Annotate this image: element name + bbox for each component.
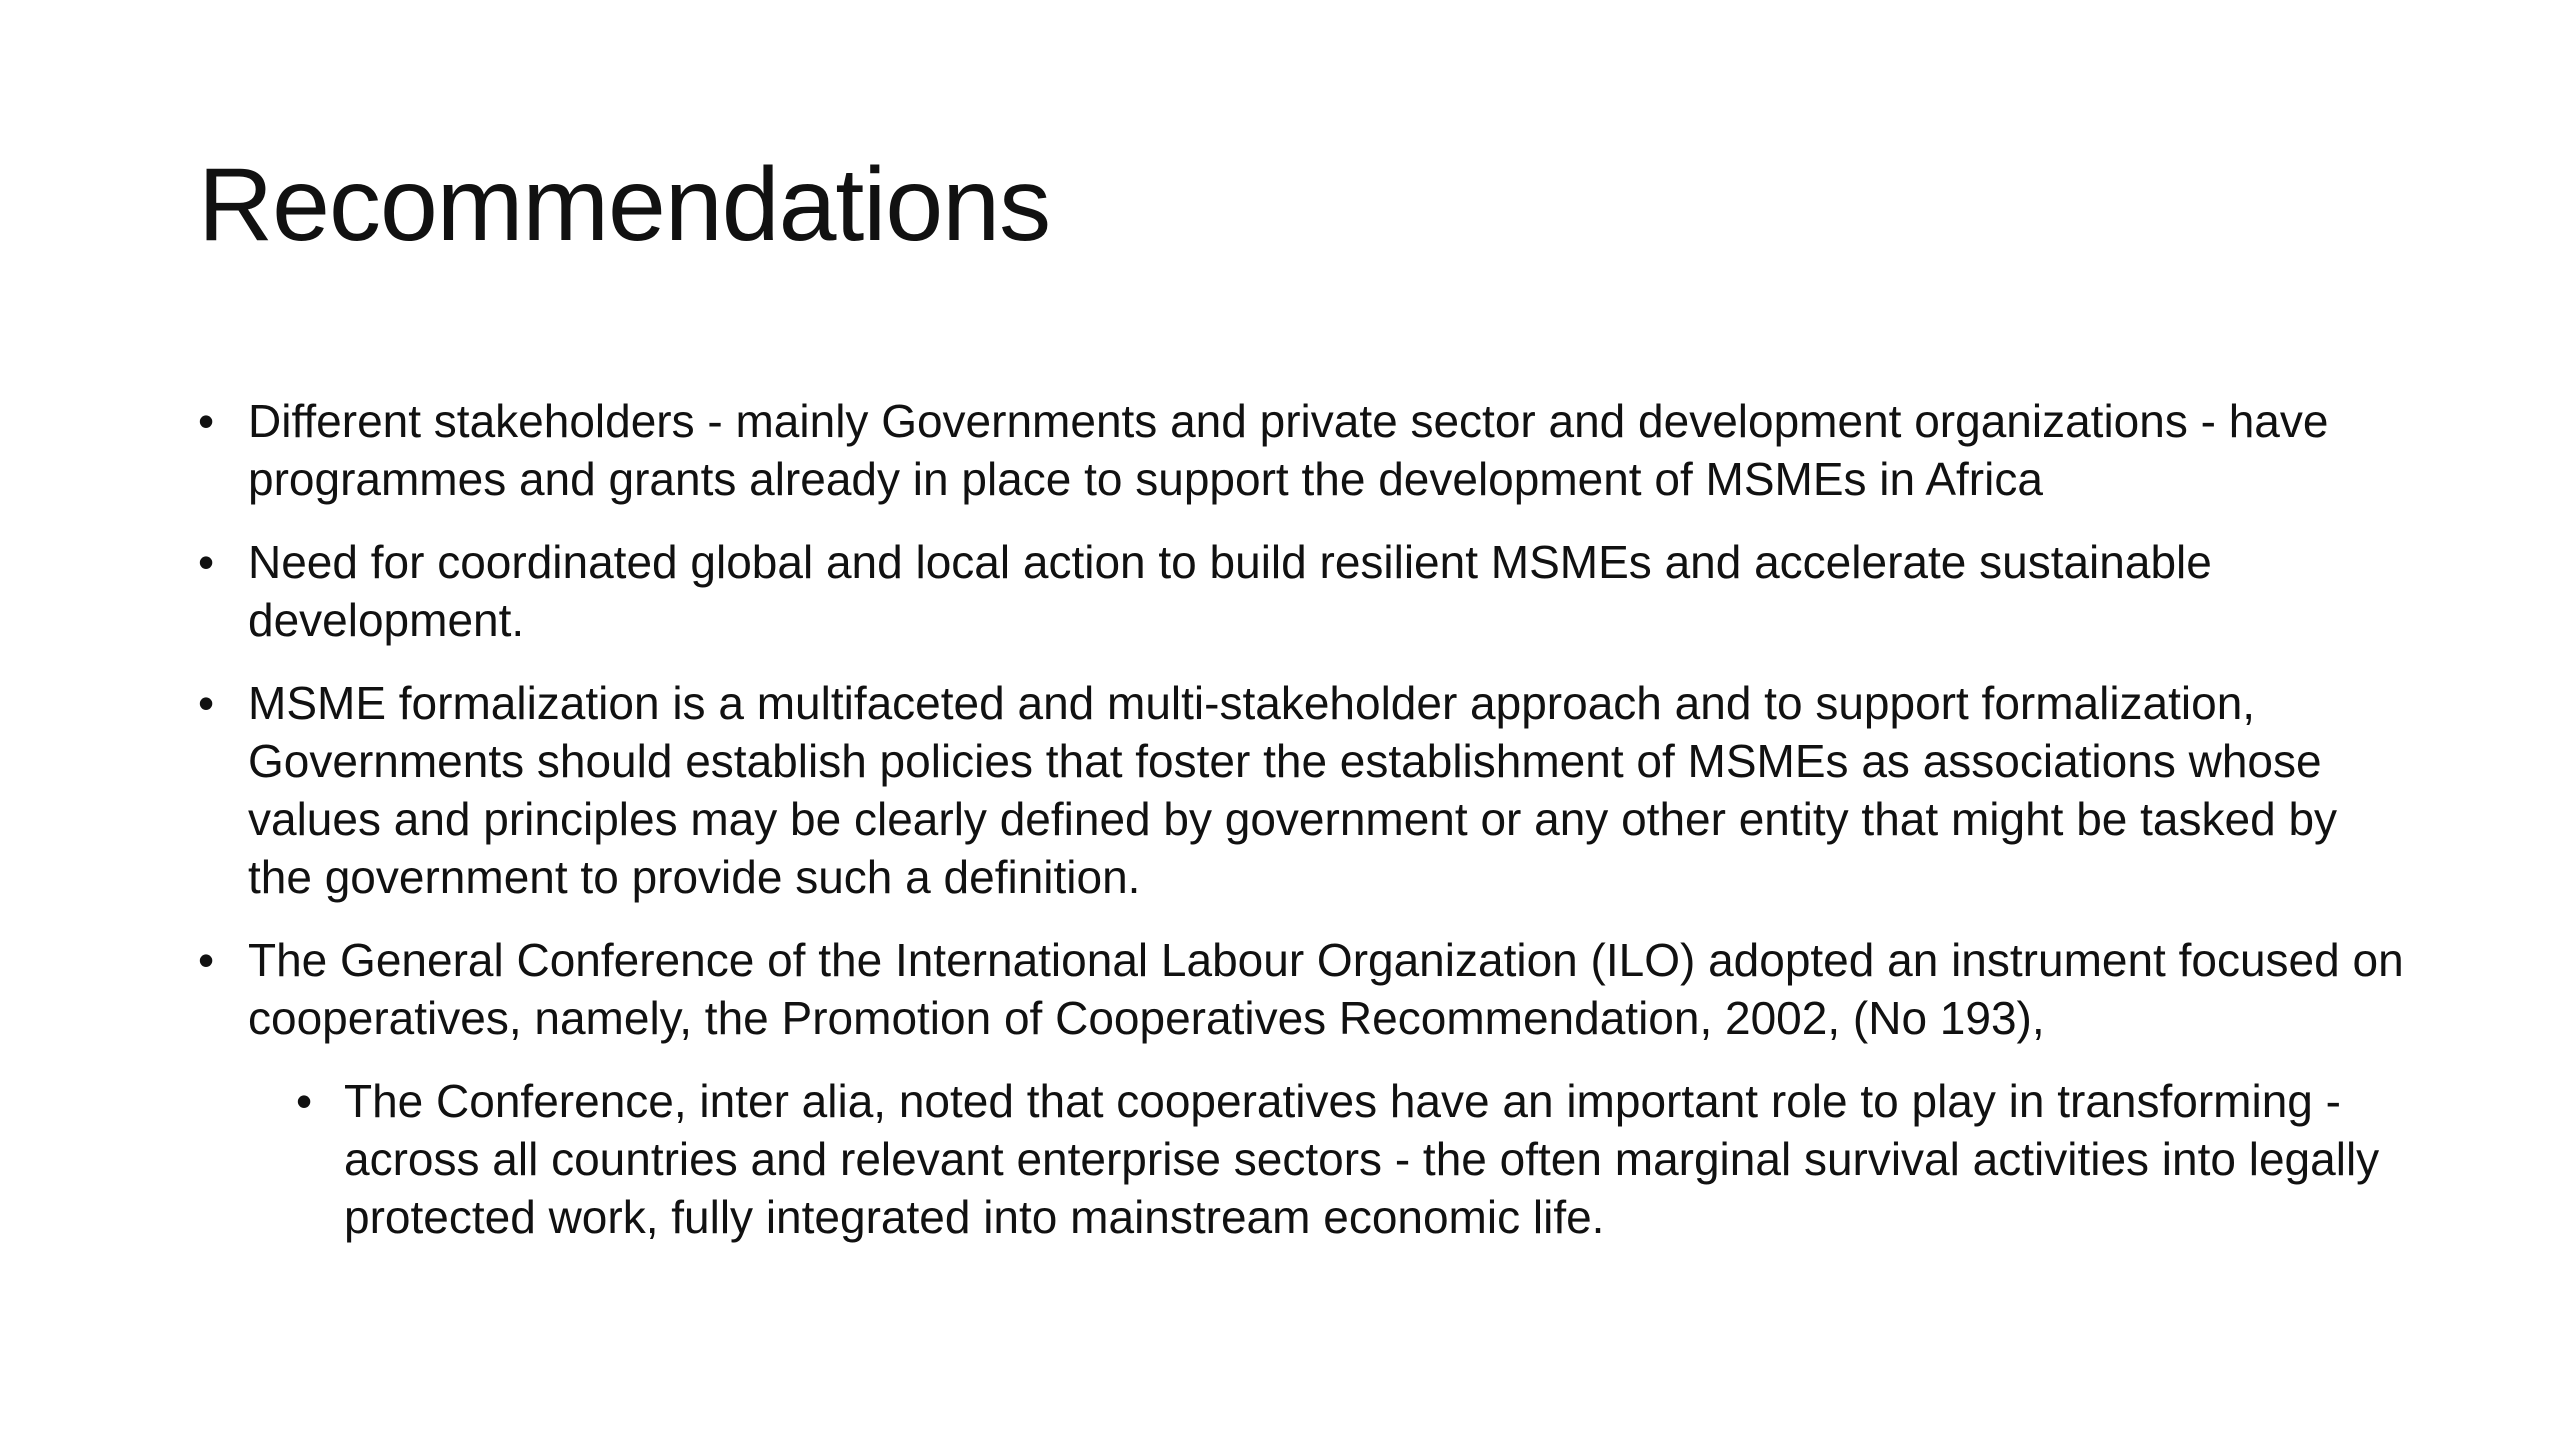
bullet-item [198,931,2408,1246]
bullet-item [198,533,2408,649]
bullet-text: The General Conference of the International Labour Organization (ILO) adopted an instrument focused on cooperatives, namely, the Promotion of Cooperatives Recommendation, 2002, (No 193), [248,934,2404,1044]
bullet-text: MSME formalization is a multifaceted and multi-stakeholder approach and to support formalization, Governments should establish policies that foster the establishment of MSMEs as associations whose values and principles may be clearly defined by government or any other entity that might be tasked by the government to provide such a definition. [248,677,2338,903]
bullet-dot: • [198,677,215,729]
bullet-text: Need for coordinated global and local action to build resilient MSMEs and accelerate sustainable development. [248,536,2212,646]
bullet-dot: • [198,934,215,986]
slide-body [198,392,2408,1271]
sub-bullet-list [248,1072,2408,1246]
bullet-dot: • [198,536,215,588]
slide-title: Recommendations [198,147,1051,263]
bullet-text: Different stakeholders - mainly Governments and private sector and development organizations - have programmes and grants already in place to support the development of MSMEs in Africa [248,395,2329,505]
bullet-item [198,392,2408,508]
bullet-list [198,392,2408,1246]
sub-bullet-item [296,1072,2408,1246]
bullet-dot: • [198,395,215,447]
bullet-item [198,674,2408,906]
sub-bullet-text: The Conference, inter alia, noted that cooperatives have an important role to play in transforming - across all countries and relevant enterprise sectors - the often marginal survival activities into legally protected work, fully integrated into mainstream economic life. [344,1075,2380,1243]
sub-bullet-dot: • [296,1075,313,1127]
